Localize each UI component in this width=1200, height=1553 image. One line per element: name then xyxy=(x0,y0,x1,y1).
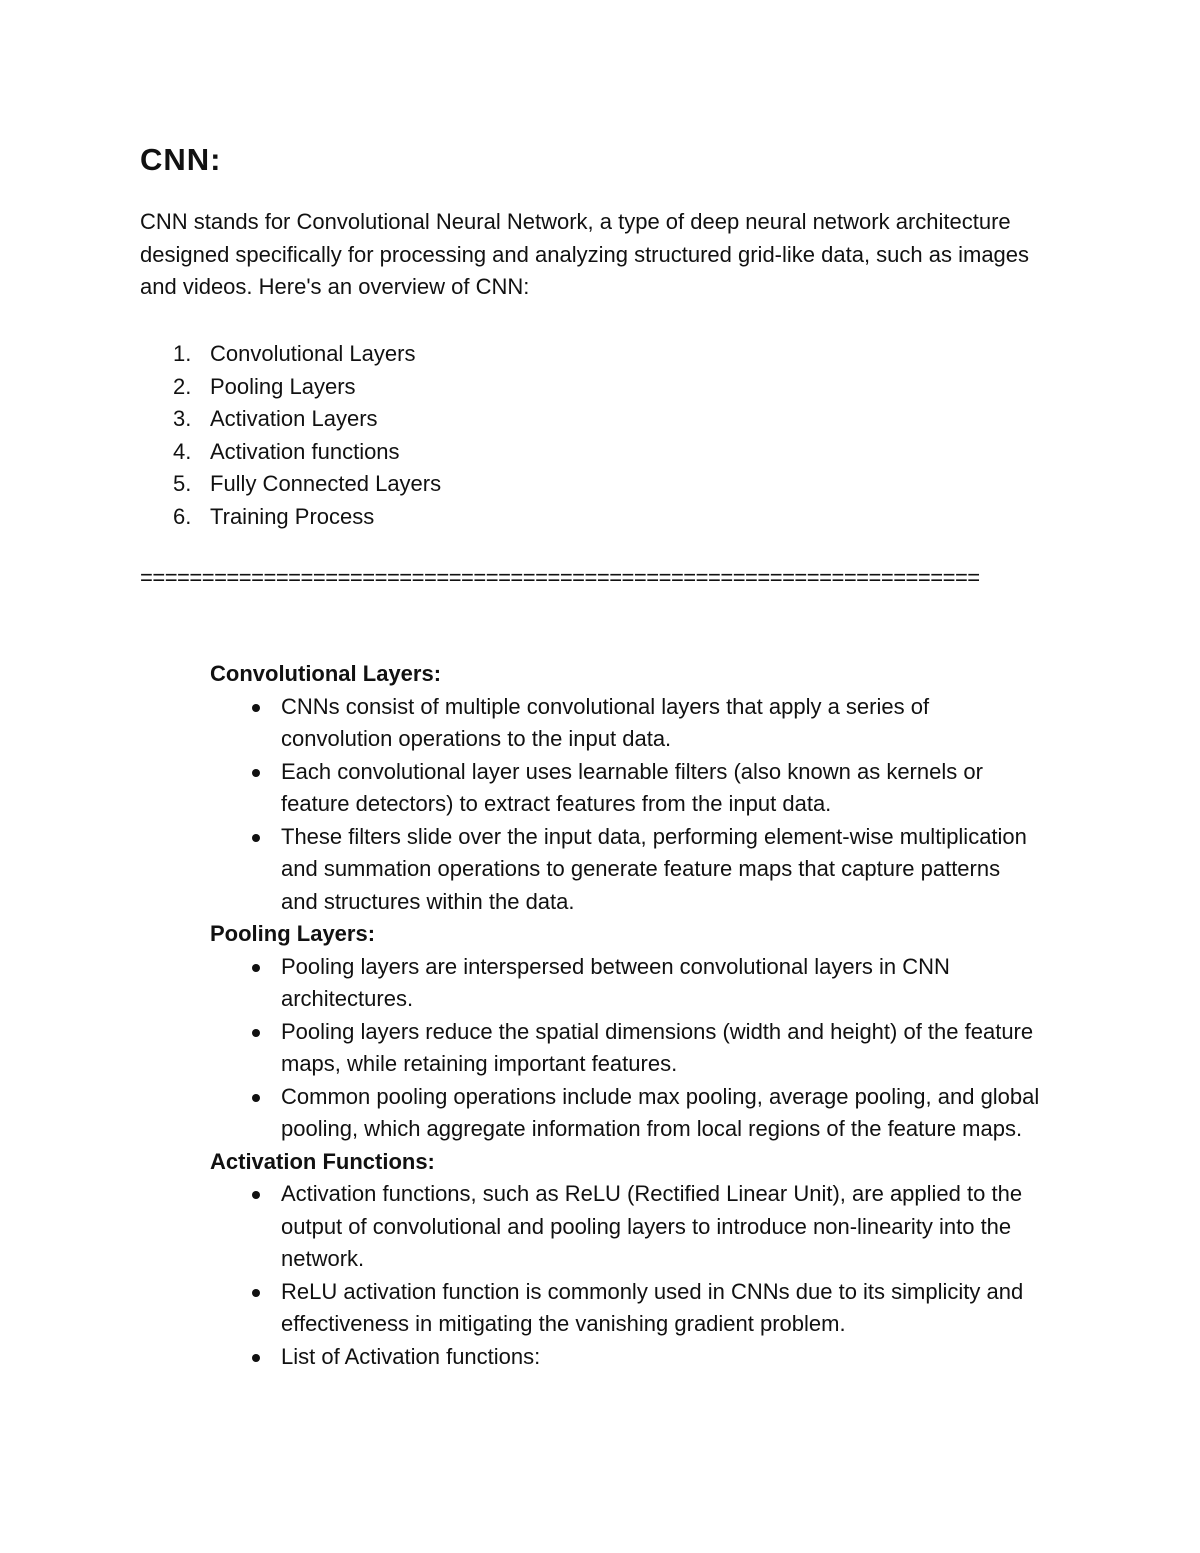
bullet-list xyxy=(210,951,1040,1146)
list-item xyxy=(140,403,441,436)
bullet-icon xyxy=(252,1029,260,1037)
bullet-item xyxy=(210,1081,1040,1146)
bullet-text: CNNs consist of multiple convolutional layers that apply a series of convolution operations to the input data. xyxy=(281,693,930,751)
list-item-text: Fully Connected Layers xyxy=(210,471,442,497)
bullet-item xyxy=(210,1341,1040,1374)
separator-line: ==================================================================== xyxy=(140,565,980,590)
section-activation-functions xyxy=(210,1146,1040,1374)
list-item xyxy=(140,501,441,534)
list-item-text: Activation Layers xyxy=(210,406,378,432)
document-title: CNN: xyxy=(140,142,222,177)
bullet-icon xyxy=(252,1191,260,1199)
bullet-text: ReLU activation function is commonly used in CNNs due to its simplicity and effectiveness in mitigating the vanishing gradient problem. xyxy=(281,1278,1024,1336)
bullet-icon xyxy=(252,834,260,842)
bullet-item xyxy=(210,1276,1040,1341)
bullet-item xyxy=(210,951,1040,1016)
intro-paragraph: CNN stands for Convolutional Neural Network, a type of deep neural network architecture designed specifically for processing and analyzing structured grid-like data, such as images and videos. Here's an overview of CNN: xyxy=(140,209,1030,299)
list-item-text: Activation functions xyxy=(210,438,400,464)
bullet-text: Common pooling operations include max pooling, average pooling, and global pooling, which aggregate information from local regions of the feature maps. xyxy=(281,1083,1040,1141)
list-item xyxy=(140,338,441,371)
list-item-text: Convolutional Layers xyxy=(210,341,416,366)
list-item xyxy=(140,468,441,501)
bullet-list xyxy=(210,691,1040,919)
list-number: 4. xyxy=(173,438,192,464)
bullet-icon xyxy=(252,1354,260,1362)
section-pooling-layers xyxy=(210,918,1040,1146)
bullet-text: Activation functions, such as ReLU (Rectified Linear Unit), are applied to the output of convolutional and pooling layers to introduce non-linearity into the network. xyxy=(281,1181,1023,1271)
bullet-icon xyxy=(252,1094,260,1102)
section-convolutional-layers xyxy=(210,658,1040,918)
bullet-icon xyxy=(252,1289,260,1297)
list-number: 5. xyxy=(173,471,192,497)
bullet-item xyxy=(210,821,1040,919)
list-number: 2. xyxy=(173,373,192,399)
bullet-text: List of Activation functions: xyxy=(281,1343,541,1369)
bullet-item xyxy=(210,691,1040,756)
bullet-icon xyxy=(252,964,260,972)
bullet-text: These filters slide over the input data, performing element-wise multiplication and summation operations to generate feature maps that capture patterns and structures within the data. xyxy=(281,823,1027,914)
bullet-text: Pooling layers are interspersed between convolutional layers in CNN architectures. xyxy=(281,953,950,1011)
section-heading: Activation Functions: xyxy=(210,1148,435,1174)
list-number: 3. xyxy=(173,406,192,432)
list-number: 1. xyxy=(173,341,192,366)
overview-list xyxy=(140,338,441,534)
list-item xyxy=(140,371,441,404)
list-item xyxy=(140,436,441,469)
bullet-icon xyxy=(252,704,260,712)
list-item-text: Pooling Layers xyxy=(210,373,356,399)
bullet-item xyxy=(210,1016,1040,1081)
section-heading: Convolutional Layers: xyxy=(210,661,442,686)
section-heading: Pooling Layers: xyxy=(210,921,376,946)
bullet-text: Pooling layers reduce the spatial dimensions (width and height) of the feature maps, while retaining important features. xyxy=(281,1018,1034,1076)
bullet-list xyxy=(210,1178,1040,1373)
list-number: 6. xyxy=(173,503,192,529)
sections-container xyxy=(210,658,1040,1373)
bullet-item xyxy=(210,1178,1040,1276)
bullet-item xyxy=(210,756,1040,821)
bullet-icon xyxy=(252,769,260,777)
bullet-text: Each convolutional layer uses learnable filters (also known as kernels or feature detectors) to extract features from the input data. xyxy=(281,758,983,816)
list-item-text: Training Process xyxy=(210,503,375,529)
